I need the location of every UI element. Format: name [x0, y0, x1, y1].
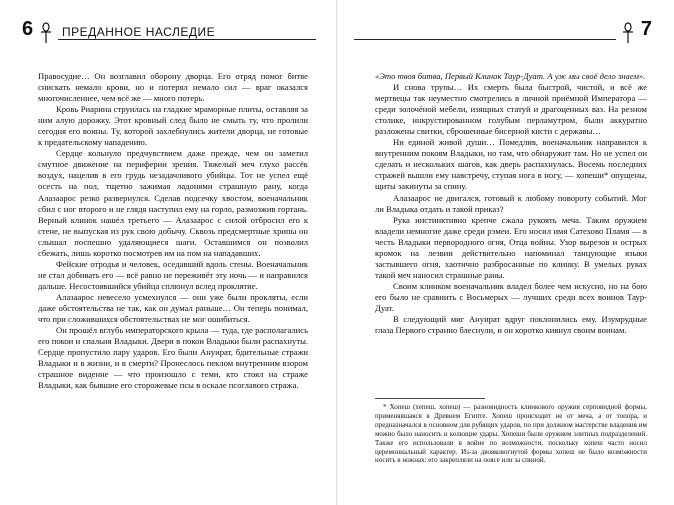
- footnote-rule: [375, 398, 485, 399]
- paragraph: Он прошёл вглубь императорского крыла — туда, где располагались его покои и спальня Владыки. Двери в покои Владыки были распахнуты. Сердце пропустило пару ударов. Его были Ануират, бдительные стражи Владыки и в жизни, и в смерти? Пронеслось пеклом внутренним взором страшное видение — что произошло с теми, кто стоял на страже Владыки, как бывшие его сторожевые псы в оскале псоглавого стража.: [38, 325, 308, 391]
- right-header: [346, 18, 652, 44]
- left-page: [0, 0, 336, 505]
- paragraph: Кровь Риарина струилась на гладкие мраморные плиты, оставляя за ним алую дорожку. Этот кровный след было не смыть ту, что пролили сегодня его воины. Ту, которой захлебнулись жители дворца, не готовые к предательскому нападению.: [38, 104, 308, 148]
- paragraph: Ни единой живой души… Помедлив, военачальник направился к внутренним покоям Владыки, но там, что обнаружит там. Но не успел он сделать и нескольких шагов, как дверь распахнулась. Восемь последних стражей вышли ему навстречу, ступая нога в ногу, — хопеши* опущены, щиты закинуты за спину.: [375, 137, 647, 192]
- paragraph: Фейские отродья и человек, оседавший вдоль стены. Военачальник не стал добивать его — всё равно не переживёт эту ночь — и направился дальше. Несостоявшийся убийца сплюнул вслед проклятие.: [38, 258, 308, 291]
- paragraph: Рука инстинктивно крепче сжала рукоять меча. Таким оружием владели немногие даже среди рэмеи. Его носил имя Сатехово Пламя — в честь Владыки первородного огня, Отца войны. Узор вырезов и острых кромок на лезвии действительно напоминал танцующие языки застывшего огня, хаотично разбросанные по клинку. В умелых руках такой меч наносил страшные раны.: [375, 214, 647, 280]
- page-number: 6: [22, 18, 34, 40]
- paragraph: Алазаарос не двигался, готовый к любому повороту событий. Мог ли Владыка отдать и такой приказ?: [375, 192, 647, 214]
- ankh-icon: [40, 22, 52, 44]
- paragraph: Алазаарос невесело усмехнулся — они уже были прокляты, если даже обстоятельства не так, как он думал раньше… Он теперь понимал, что при сложившихся обстоятельствах не мог ошибиться.: [38, 291, 308, 325]
- paragraph: Сердце кольнуло предчувствием даже прежде, чем он заметил смутное движение на периферии зрения. Тяжелый меч глухо рассёк воздух, нацелив в его грудь незадачливого убийцы. Тот не успел ещё осесть на пол, тщетно зажимая ладонями страшную рану, когда Алазаарос резко развернулся. Сделав подсечку хвостом, военачальник сбил с ног второго и не глядя наступил ему на горло, размозжив гортань. Верный клинок нашёл третьего — Алазаарос с силой отбросил его к стене, не выпуская из рук свою добычу. Сквозь предсмертные хрипы он слышал поспешно удаляющиеся шаги. Оставшимся он позволил сбежать, лишь коротко посмотрев им на пом на нападавших.: [38, 148, 308, 258]
- paragraph: И снова трупы… Их смерть была быстрой, чистой, и всё же мертвецы так неуместно смотрелись в личной приёмной Императора — среди золочёной мебели, изящных статуй и драгоценных ваз. На резном столике, инкрустированном голубым перламутром, были аккуратно разложены свитки, сброшенные бисерной кисти с державы…: [375, 82, 647, 137]
- header-rule: [354, 39, 616, 40]
- running-title: ПРЕДАННОЕ НАСЛЕДИЕ: [62, 25, 216, 39]
- ankh-icon: [622, 22, 634, 44]
- paragraph: [375, 71, 647, 82]
- right-body-text: [375, 71, 647, 336]
- paragraph: В следующий миг Ануират вдруг поклонились ему. Изумрудные глаза Первого странно блеснули, и он коротко кивнул своим воинам.: [375, 314, 647, 336]
- left-header: [22, 18, 328, 44]
- footnote: [375, 398, 647, 465]
- italic-quote: «Это твоя битва, Первый Клинок Таур-Дуат. А уж мы своё дело знаем».: [375, 71, 646, 81]
- left-body-text: [38, 71, 308, 391]
- header-rule: [58, 39, 316, 40]
- paragraph: Своим клинком военачальник владел более чем искусно, но на бою его было не сравнить с Восьмерых — лучших среди всех воинов Таур-Дуат.: [375, 280, 647, 313]
- right-page: [338, 0, 674, 505]
- paragraph: Правосудие… Он возглавил оборону дворца. Его отряд помог битве снискать немало крови, но и потерял немало сил — враг оказался многочисленнее, чем всё же — много потерь.: [38, 71, 308, 104]
- page-number: 7: [640, 18, 652, 40]
- footnote-text: * Хопеш (хепеш, хопеш) — разновидность клинкового оружия серповидной формы, применявшаяся в Древнем Египте. Хопеш происходит не от меча, а от топора, и предназначался в основном для рубящих ударов, по при должном мастерстве владения им можно было наносить и колющие удары. Хопеши были оружием элитных подразделений. Также его использовали в войне по возможности, поскольку хопеш часто носил церемониальный характер. Из-за двояковогнутой формы хопеш не было возможности носить в ножнах: его закрепляли на поясе или за спиной.: [375, 403, 647, 465]
